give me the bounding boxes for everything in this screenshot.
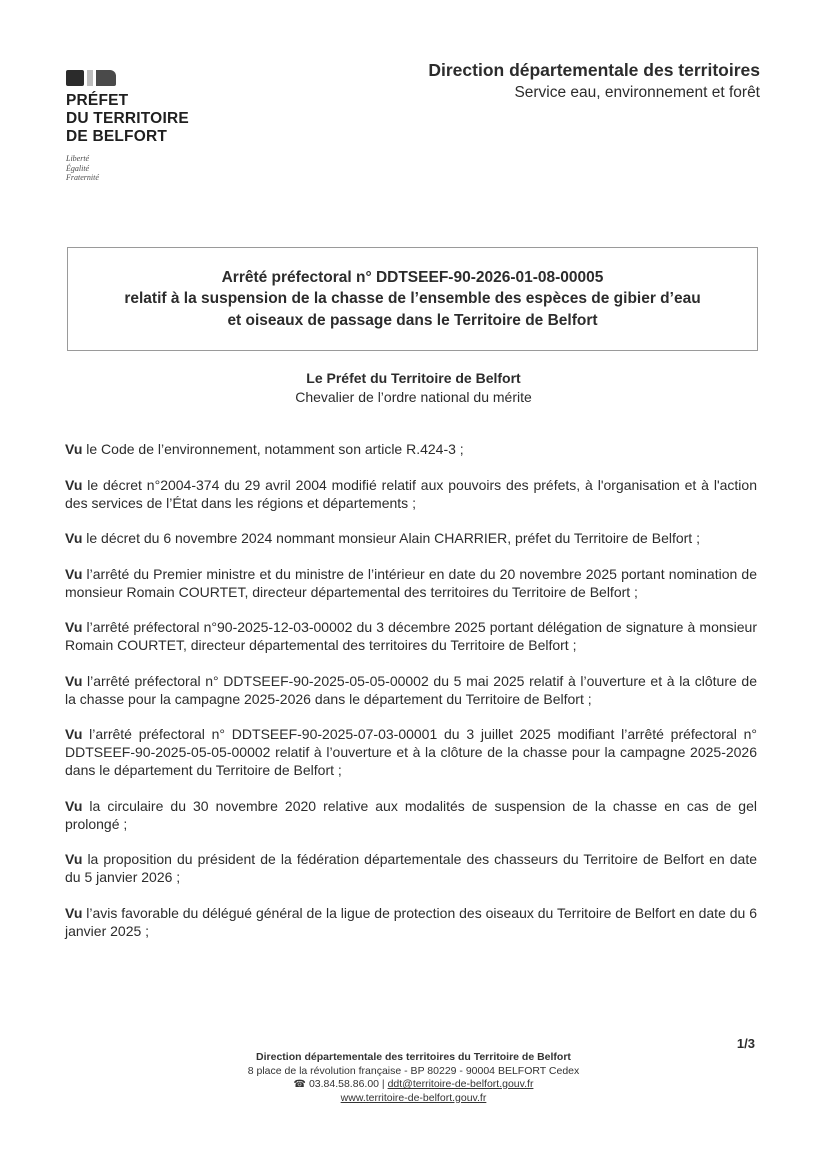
page-number: 1/3	[736, 1036, 755, 1051]
recital-paragraph: Vu le décret du 6 novembre 2024 nommant monsieur Alain CHARRIER, préfet du Territoire de Belfort ;	[65, 530, 700, 546]
prefect-rank: Chevalier de l’ordre national du mérite	[295, 389, 532, 405]
recital-paragraph: Vu la circulaire du 30 novembre 2020 relative aux modalités de suspension de la chasse en cas de gel prolongé ;	[65, 797, 757, 832]
recital-paragraph: Vu l’avis favorable du délégué général de la ligue de protection des oiseaux du Territoire de Belfort en date du 6 janvier 2025 ;	[65, 904, 757, 939]
logo-motto: Liberté Égalité Fraternité	[66, 154, 99, 182]
recital-paragraph: Vu l’arrêté préfectoral n° DDTSEEF-90-2025-07-03-00001 du 3 juillet 2025 modifiant l’arrêté préfectoral n° DDTSEEF-90-2025-05-05-00002 relatif à l’ouverture et à la clôture de la chasse pour la campagne 2025-2026 dans le département du Territoire de Belfort ;	[65, 726, 757, 778]
footer-website-link[interactable]: www.territoire-de-belfort.gouv.fr	[340, 1091, 487, 1104]
footer-phone: 03.84.58.86.00	[308, 1078, 380, 1090]
prefect-heading	[0, 369, 827, 407]
issuing-department	[428, 58, 760, 104]
department-name: Direction départementale des territoires	[428, 60, 760, 80]
decree-title-box	[67, 247, 758, 351]
decree-number: Arrêté préfectoral n° DDTSEEF-90-2026-01-08-00005	[221, 268, 604, 286]
recital-paragraph: Vu la proposition du président de la fédération départementale des chasseurs du Territoire de Belfort en date du 5 janvier 2026 ;	[65, 851, 757, 885]
footer-department: Direction départementale des territoires du Territoire de Belfort	[256, 1051, 571, 1063]
service-name: Service eau, environnement et forêt	[514, 84, 760, 101]
logo-title: PRÉFET DU TERRITOIRE DE BELFORT	[66, 92, 189, 145]
decree-subject-line2: et oiseaux de passage dans le Territoire de Belfort	[227, 311, 598, 329]
footer-email-link[interactable]: ddt@territoire-de-belfort.gouv.fr	[387, 1078, 534, 1090]
marianne-icon	[66, 70, 206, 90]
recital-paragraph: Vu l’arrêté préfectoral n°90-2025-12-03-00002 du 3 décembre 2025 portant délégation de signature à monsieur Romain COURTET, directeur départemental des territoires du Territoire de Belfort ;	[65, 619, 757, 653]
decree-subject-line1: relatif à la suspension de la chasse de l’ensemble des espèces de gibier d’eau	[124, 290, 701, 308]
recital-paragraph: Vu l’arrêté du Premier ministre et du ministre de l’intérieur en date du 20 novembre 2025 portant nomination de monsieur Romain COURTET, directeur départemental des territoires du Territoire de Belfort ;	[65, 565, 757, 600]
prefect-title: Le Préfet du Territoire de Belfort	[306, 370, 521, 386]
recital-paragraph: Vu l’arrêté préfectoral n° DDTSEEF-90-2025-05-05-00002 du 5 mai 2025 relatif à l’ouverture et à la clôture de la chasse pour la campagne 2025-2026 dans le département du Territoire de Belfort ;	[65, 672, 757, 707]
recital-paragraph: Vu le Code de l’environnement, notamment son article R.424-3 ;	[65, 441, 464, 457]
footer-separator: |	[379, 1078, 388, 1090]
prefecture-logo	[66, 70, 206, 183]
phone-icon: ☎	[293, 1079, 307, 1090]
footer	[0, 1051, 827, 1105]
recital-paragraph: Vu le décret n°2004-374 du 29 avril 2004 modifié relatif aux pouvoirs des préfets, à l'organisation et à l'action des services de l’État dans les régions et départements ;	[65, 476, 757, 511]
footer-contact	[0, 1078, 827, 1092]
footer-address: 8 place de la révolution française - BP 80229 - 90004 BELFORT Cedex	[247, 1064, 580, 1077]
recitals	[65, 440, 757, 957]
